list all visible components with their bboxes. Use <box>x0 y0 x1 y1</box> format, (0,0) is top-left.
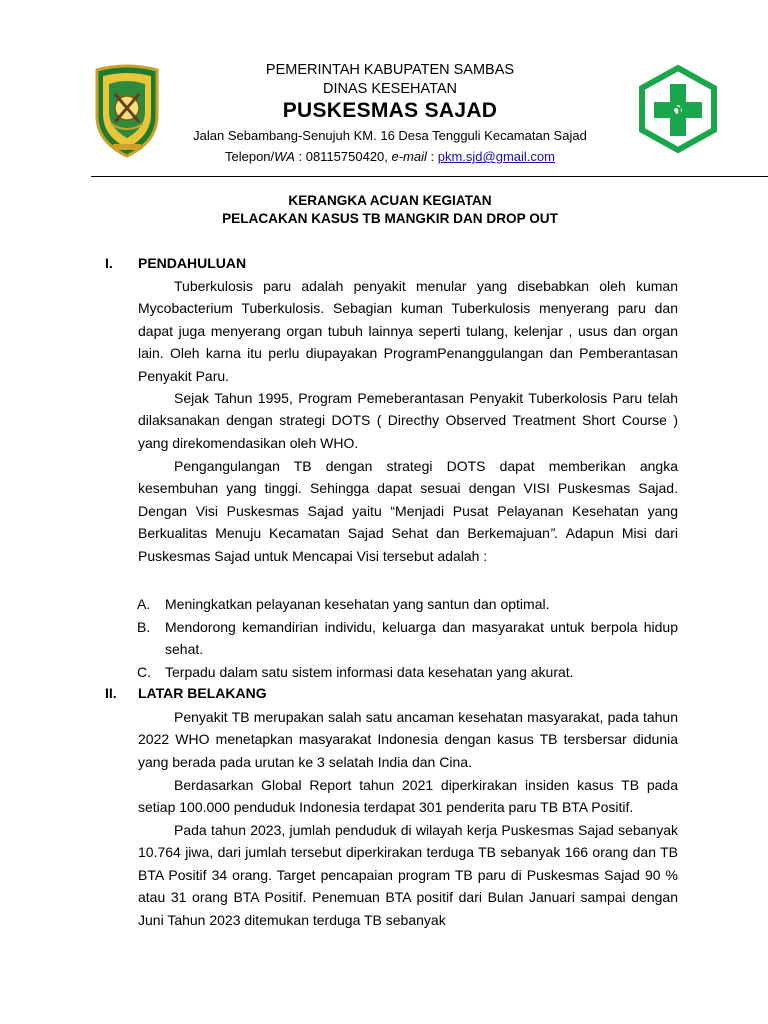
section-heading: PENDAHULUAN <box>138 255 247 271</box>
list-item: Meningkatkan pelayanan kesehatan yang santun dan optimal. <box>165 596 550 612</box>
kabupaten-sambas-emblem-icon <box>91 64 163 158</box>
contact-line <box>160 149 620 164</box>
government-name: PEMERINTAH KABUPATEN SAMBAS <box>265 62 515 78</box>
list-item: Mendorong kemandirian individu, keluarga dan masyarakat untuk berpola hidup sehat. <box>165 619 678 658</box>
vision-text: Pengangulangan TB dengan strategi DOTS dapat memberikan angka kesembuhan yang tinggi. Sehingga dapat sesuai dengan VISI Puskesmas Sajad. Dengan Visi Puskesmas Sajad yaitu “Menjadi Pusat Pelayanan Kesehatan yang Berkualitas Menuju Kecamatan Sajad Sehat dan Berkemajuan <box>138 458 678 542</box>
letterhead-divider <box>91 176 768 177</box>
institution-name: PUSKESMAS SAJAD <box>282 99 498 122</box>
phone-prefix: Telepon/ <box>225 149 275 164</box>
address-line: Jalan Sebambang-Senujuh KM. 16 Desa Tengguli Kecamatan Sajad <box>193 128 587 143</box>
email-link[interactable]: pkm.sjd@gmail.com <box>437 149 555 164</box>
paragraph: Pada tahun 2023, jumlah penduduk di wilayah kerja Puskesmas Sajad sebanyak 10.764 jiwa, dari jumlah tersebut diperkirakan terduga TB sebanyak 166 orang dan TB BTA Positif 34 orang. Target pencapaian program TB paru di Puskesmas Sajad 90 % atau 31 orang BTA Positif. Penemuan BTA positif dari Bulan Januari sampai dengan Juni Tahun 2023 ditemukan terduga TB sebanyak <box>138 822 678 928</box>
email-separator: : <box>426 149 438 164</box>
document-title: KERANGKA ACUAN KEGIATAN <box>288 193 492 208</box>
phone-wa-label: WA <box>274 149 295 164</box>
mission-intro: Adapun Misi dari Puskesmas Sajad untuk Mencapai Visi tersebut adalah : <box>138 525 678 564</box>
paragraph: Tuberkulosis paru adalah penyakit menular yang disebabkan oleh kuman Mycobacterium Tuberkulosis. Sebagian kuman Tuberkulosis menyerang paru dan dapat juga menyerang organ tubuh lainnya seperti tulang, kelenjar , usus dan organ lain. Oleh karna itu perlu diupayakan ProgramPenanggulangan dan Pemberantasan Penyakit Paru. <box>138 278 678 384</box>
paragraph <box>138 455 678 567</box>
list-item: Terpadu dalam satu sistem informasi data kesehatan yang akurat. <box>165 664 574 680</box>
puskesmas-logo-icon <box>638 64 718 154</box>
section-heading: LATAR BELAKANG <box>138 685 267 701</box>
vision-closing-quote: ”. <box>549 525 559 542</box>
department-name: DINAS KESEHATAN <box>322 81 458 97</box>
paragraph: Sejak Tahun 1995, Program Pemeberantasan Penyakit Tuberkolosis Paru telah dilaksanakan dengan strategi DOTS ( Directhy Observed Treatment Short Course ) yang direkomendasikan oleh WHO. <box>138 390 678 451</box>
email-label: e-mail <box>391 149 427 164</box>
list-marker: A. <box>137 596 151 612</box>
section-number: II. <box>105 685 117 701</box>
section-number: I. <box>105 255 113 271</box>
document-subtitle: PELACAKAN KASUS TB MANGKIR DAN DROP OUT <box>222 211 558 226</box>
list-marker: B. <box>137 619 151 635</box>
paragraph: Berdasarkan Global Report tahun 2021 diperkirakan insiden kasus TB pada setiap 100.000 penduduk Indonesia terdapat 301 penderita paru TB BTA Positif. <box>138 777 678 816</box>
paragraph: Penyakit TB merupakan salah satu ancaman kesehatan masyarakat, pada tahun 2022 WHO menetapkan masyarakat Indonesia dengan kasus TB tersbersar didunia yang berada pada urutan ke 3 selatah India dan Cina. <box>138 709 678 770</box>
list-marker: C. <box>137 664 151 680</box>
phone-number: : 08115750420, <box>294 149 392 164</box>
